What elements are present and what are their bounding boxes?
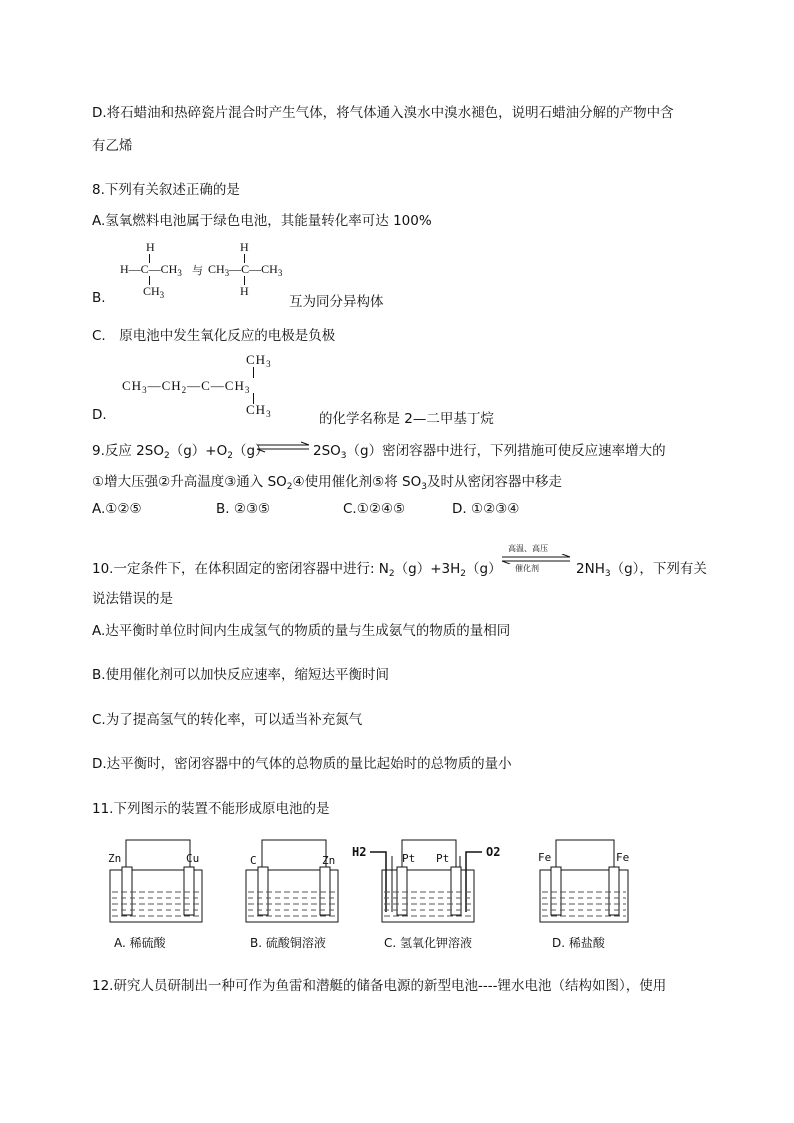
q10-condition-bottom: 催化剂 <box>515 564 539 573</box>
q9-option-a: A.①②⑤ <box>92 501 142 517</box>
q8-option-d-label: D. <box>92 407 107 423</box>
q10-stem-line2: 说法错误的是 <box>92 591 173 607</box>
q9-option-b: B. ②③⑤ <box>216 501 271 517</box>
cell-c-right-electrode-label: Pt <box>436 852 450 865</box>
cell-b-left-electrode-label: C <box>250 854 257 867</box>
cell-c-left-gas-label: H2 <box>352 845 367 859</box>
cell-c-right-gas-label: O2 <box>486 845 501 859</box>
d-struct-bond-top <box>253 367 254 378</box>
q8-option-c: C. 原电池中发生氧化反应的电极是负极 <box>92 328 336 344</box>
q9-stem: 9.反应 $2SO_2(g)+O_2(g)$ <box>92 443 269 461</box>
q8-option-a: A.氢氧燃料电池属于绿色电池，其能量转化率可达 100% <box>92 213 432 229</box>
q7-option-d-line2: 有乙烯 <box>92 138 133 154</box>
cell-d-right-electrode-label: Fe <box>616 851 630 864</box>
q10-option-b: B.使用催化剂可以加快反应速率，缩短达平衡时间 <box>92 667 390 683</box>
q8-stem: 8.下列有关叙述正确的是 <box>92 182 240 198</box>
cell-c-diagram <box>350 836 510 956</box>
q8-option-b-label: B. <box>92 290 106 306</box>
struct-connector: 与 <box>192 264 203 277</box>
q9-option-c: C.①②④⑤ <box>343 501 406 517</box>
cell-b-diagram <box>240 836 350 956</box>
struct2-top-h: H <box>240 240 249 254</box>
q9-option-d: D. ①②③④ <box>452 501 520 517</box>
q9-stem-right: $2SO_3(g)$密闭容器中进行，下列措施可使反应速率增大的 <box>313 443 666 461</box>
q8-d-structure <box>122 352 322 422</box>
q10-stem: 10.一定条件下，在体积固定的密闭容器中进行: $N_2(g)+3H_2(g)$ <box>92 561 502 579</box>
d-struct-top: $CH_3$ <box>246 352 272 369</box>
q8-option-d-suffix: 的化学名称是 2—二甲基丁烷 <box>319 411 494 427</box>
cell-b-right-electrode-label: Zn <box>322 854 336 867</box>
q10-option-d: D.达平衡时，密闭容器中的气体的总物质的量比起始时的总物质的量小 <box>92 756 512 772</box>
cell-c-caption: C. 氢氧化钾溶液 <box>384 936 473 950</box>
q10-option-c: C.为了提高氢气的转化率，可以适当补充氮气 <box>92 712 363 728</box>
q7-option-d-line1: D.将石蜡油和热碎瓷片混合时产生气体，将气体通入溴水中溴水褪色，说明石蜡油分解的产物中含 <box>92 105 674 121</box>
q10-condition-top: 高温、高压 <box>508 544 548 553</box>
struct1-bottom: $CH_3$ <box>143 284 165 300</box>
cell-a-right-electrode-label: Cu <box>186 852 200 865</box>
cell-b-caption: B. 硫酸铜溶液 <box>250 936 326 950</box>
cell-a-caption: A. 稀硫酸 <box>114 936 166 950</box>
q9-items: ①增大压强②升高温度③通入 $SO_2④$使用催化剂⑤将 $SO_3$及时从密闭容器中移走 <box>92 474 562 492</box>
reversible-arrow-icon <box>255 440 311 454</box>
q8-option-b-suffix: 互为同分异构体 <box>289 294 384 310</box>
d-struct-main: $CH_3—CH_2—C—CH_3$ <box>122 378 251 395</box>
q10-stem-right: $2NH_3(g)$，下列有关 <box>576 561 707 579</box>
cell-d-caption: D. 稀盐酸 <box>552 936 605 950</box>
cell-c-left-electrode-label: Pt <box>402 852 416 865</box>
cell-a-diagram <box>104 836 214 956</box>
q8-b-structure-1 <box>120 240 300 300</box>
struct1-main: $H—C—CH_3$ <box>120 262 182 278</box>
q10-option-a: A.达平衡时单位时间内生成氢气的物质的量与生成氨气的物质的量相同 <box>92 623 511 639</box>
cell-d-left-electrode-label: Fe <box>538 851 552 864</box>
struct2-bottom-h: H <box>240 284 249 298</box>
struct2-main: $CH_3—C—CH_3$ <box>208 262 283 278</box>
q12-stem: 12.研究人员研制出一种可作为鱼雷和潜艇的储备电源的新型电池----锂水电池（结构如图），使用 <box>92 978 667 994</box>
d-struct-bottom: $CH_3$ <box>246 402 272 419</box>
cell-d-diagram <box>534 836 644 956</box>
cell-a-left-electrode-label: Zn <box>108 852 122 865</box>
q11-stem: 11.下列图示的装置不能形成原电池的是 <box>92 801 330 817</box>
struct1-top-h: H <box>146 240 155 254</box>
